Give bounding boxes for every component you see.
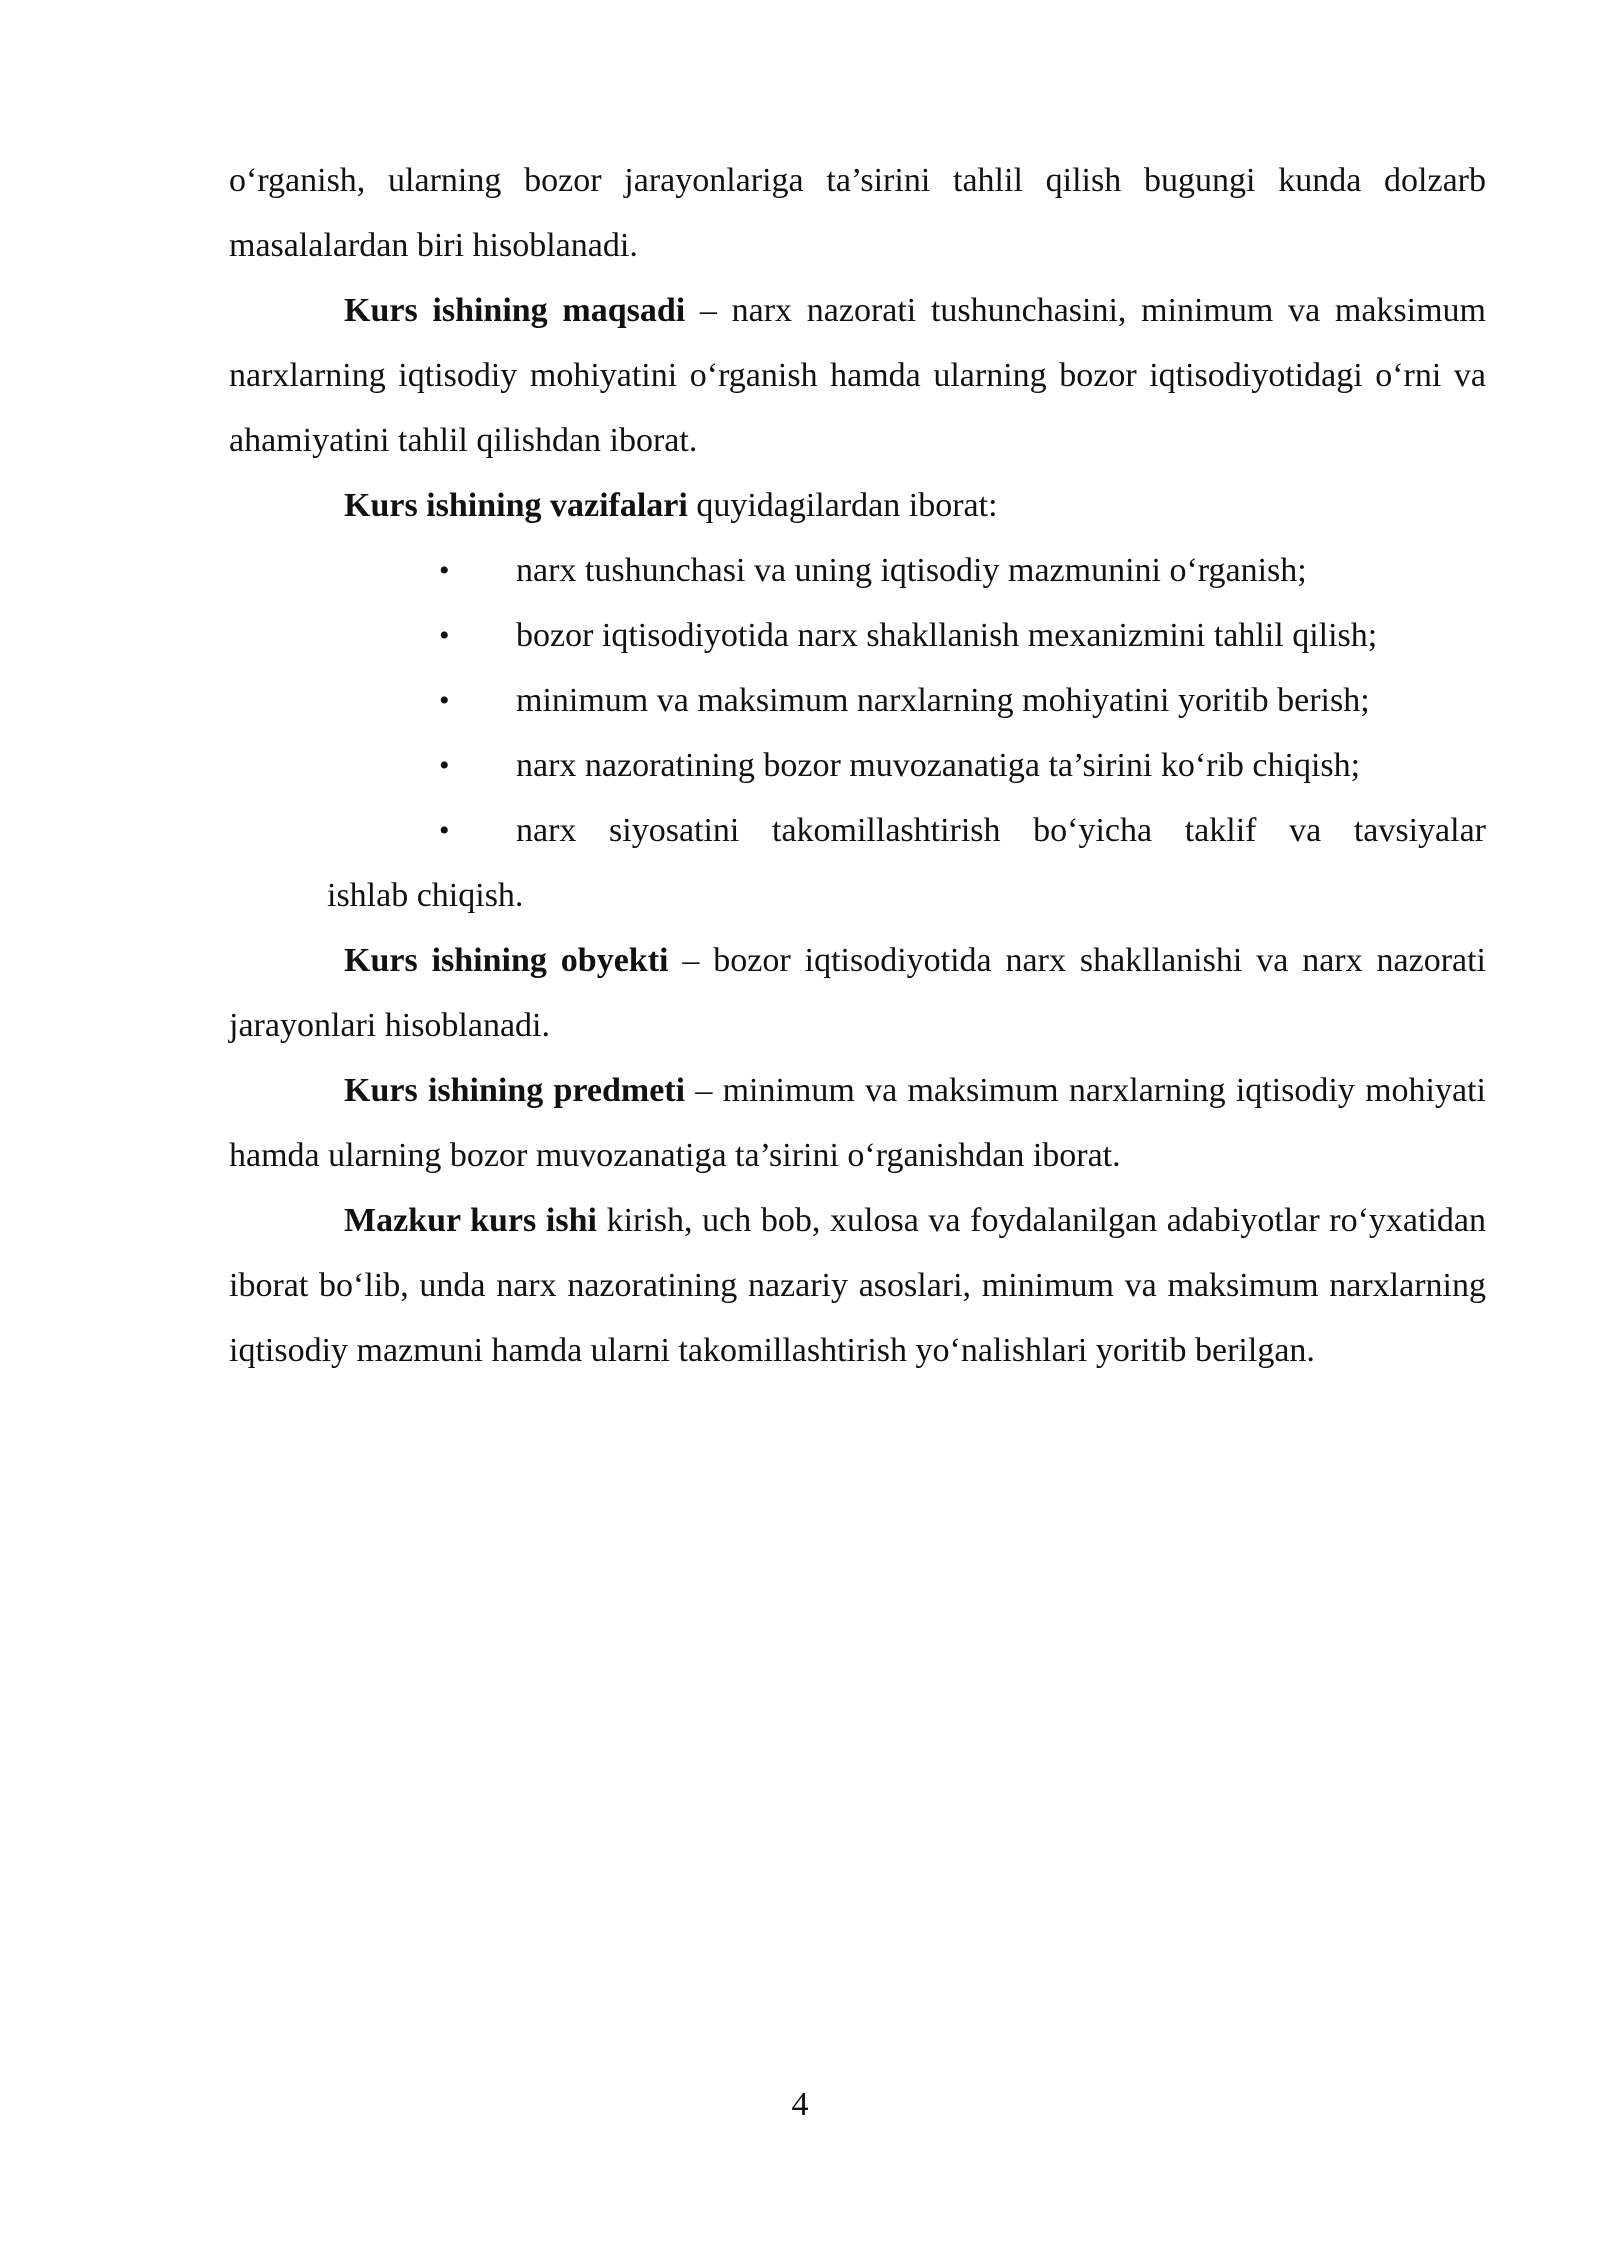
tasks-list	[229, 538, 1486, 928]
tasks-text: quyidagilardan iborat:	[687, 487, 998, 524]
subject-text: – minimum va maksimum narxlarning iqtisodiy mohiyati hamda ularning bozor muvozanatiga ta’sirini o‘rganishdan iborat.	[229, 1072, 1486, 1174]
list-item-continuation	[229, 863, 1486, 928]
page-number: 4	[791, 2086, 809, 2123]
goal-paragraph	[229, 278, 1486, 473]
list-item-text: narx tushunchasi va uning iqtisodiy mazmunini o‘rganish;	[516, 552, 1307, 589]
structure-text: kirish, uch bob, xulosa va foydalanilgan adabiyotlar ro‘yxatidan iborat bo‘lib, unda narx nazoratining nazariy asoslari, minimum va maksimum narxlarning iqtisodiy mazmuni hamda ularni takomillashtirish yo‘nalishlari yoritib berilgan.	[229, 1202, 1487, 1369]
subject-label: Kurs ishining predmeti	[344, 1072, 686, 1109]
list-item-text: narx nazoratining bozor muvozanatiga ta’sirini ko‘rib chiqish;	[516, 747, 1361, 784]
list-item-text: minimum va maksimum narxlarning mohiyatini yoritib berish;	[516, 682, 1370, 719]
list-item	[229, 798, 1486, 863]
intro-paragraph	[229, 148, 1486, 278]
bullet-icon: •	[439, 619, 450, 652]
goal-label: Kurs ishining maqsadi	[344, 292, 686, 329]
subject-paragraph	[229, 1058, 1486, 1188]
list-item	[229, 603, 1486, 668]
bullet-icon: •	[439, 554, 450, 587]
object-text: – bozor iqtisodiyotida narx shakllanishi va narx nazorati jarayonlari hisoblanadi.	[229, 942, 1487, 1044]
bullet-icon: •	[439, 814, 450, 847]
list-item-text: narx siyosatini takomillashtirish bo‘yicha taklif va tavsiyalar	[516, 812, 1486, 849]
list-item-continuation-text: ishlab chiqish.	[327, 877, 524, 914]
intro-text: o‘rganish, ularning bozor jarayonlariga ta’sirini tahlil qilish bugungi kunda dolzarb masalalardan biri hisoblanadi.	[229, 162, 1486, 264]
list-item	[229, 538, 1486, 603]
structure-paragraph	[229, 1188, 1486, 1383]
bullet-icon: •	[439, 684, 450, 717]
structure-label: Mazkur kurs ishi	[344, 1202, 597, 1239]
goal-text: – narx nazorati tushunchasini, minimum va maksimum narxlarning iqtisodiy mohiyatini o‘rganish hamda ularning bozor iqtisodiyotidagi o‘rni va ahamiyatini tahlil qilishdan iborat.	[229, 292, 1486, 459]
bullet-icon: •	[439, 749, 450, 782]
tasks-label: Kurs ishining vazifalari	[344, 487, 688, 524]
document-body	[229, 148, 1486, 1383]
object-paragraph	[229, 928, 1486, 1058]
tasks-paragraph	[229, 473, 1486, 538]
object-label: Kurs ishining obyekti	[344, 942, 669, 979]
list-item-text: bozor iqtisodiyotida narx shakllanish mexanizmini tahlil qilish;	[516, 617, 1378, 654]
list-item	[229, 733, 1486, 798]
list-item	[229, 668, 1486, 733]
